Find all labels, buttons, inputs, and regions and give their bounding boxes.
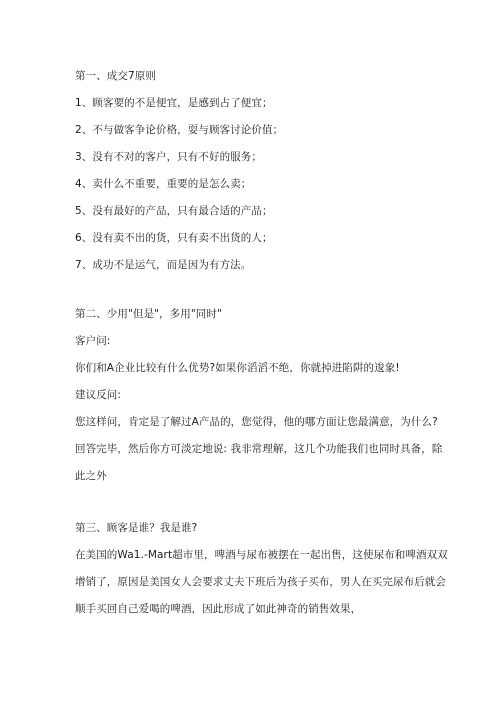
section-3-body-line-3: 顺手买回自己爱喝的啤酒，因此形成了如此神奇的销售效果， (75, 603, 362, 615)
customer-question-text: 你们和A企业比较有什么优势?如果你滔滔不绝，你就掉进陷阱的逡象! (75, 362, 400, 374)
section-1-heading: 第一、成交7原则 (75, 70, 156, 82)
section-3-heading: 第三、顾客是谁？我是谁? (75, 522, 198, 534)
section-3-body-line-1: 在美国的Wa1.-Mart超市里，啤酒与尿布被摆在一起出售，这使尿布和啤酒双双 (75, 549, 448, 561)
principle-item-1: 1、顾客要的不是便宜，是感到占了便宜； (75, 97, 273, 109)
suggested-reply-line-3: 此之外 (75, 470, 107, 482)
suggested-reply-line-1: 您这样问，肯定是了解过A产品的，您觉得，他的哪方面让您最满意，为什么? (75, 416, 438, 428)
suggested-reply-line-2: 回答完毕，然后你方可淡定地说: 我非常理解，这几个功能我们也同时具备，除 (75, 443, 443, 455)
principle-item-7: 7、成功不是运气，而是因为有方法。 (75, 259, 252, 271)
section-3-body-line-2: 增销了，原因是美国女人会要求丈夫下班后为孩子买布，男人在买完尿布后就会 (75, 576, 446, 588)
suggested-reply-label: 建议反问: (75, 389, 122, 401)
section-2-heading: 第二、少用"但是"，多用"同时" (75, 308, 222, 320)
principle-item-6: 6、没有卖不出的货，只有卖不出货的人； (75, 232, 273, 244)
principle-item-3: 3、没有不对的客户，只有不好的服务； (75, 151, 262, 163)
principle-item-2: 2、不与做客争论价格，耍与顾客讨论价值； (75, 124, 284, 136)
customer-question-label: 客户问: (75, 335, 111, 347)
principle-item-4: 4、卖什么不重要，重要的是怎么卖； (75, 178, 252, 190)
principle-item-5: 5、没有最好的产品，只有最合适的产品； (75, 205, 273, 217)
